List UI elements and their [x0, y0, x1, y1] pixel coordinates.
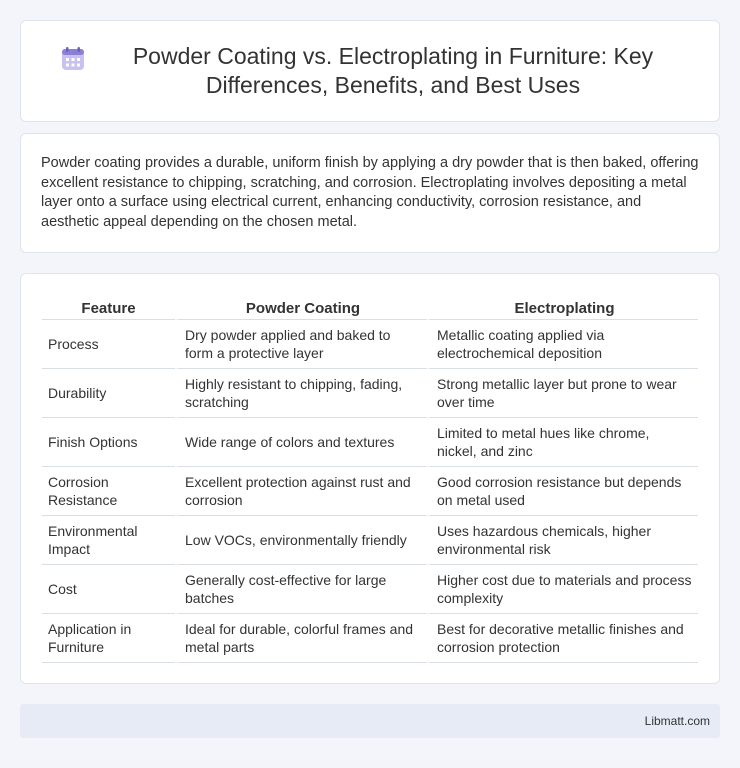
row-feature: Cost	[42, 565, 175, 614]
row-feature: Environmental Impact	[42, 516, 175, 565]
table-row	[42, 614, 698, 663]
row-feature: Application in Furniture	[42, 614, 175, 663]
calendar-icon	[60, 46, 86, 72]
row-powder-coating: Excellent protection against rust and corrosion	[175, 467, 427, 516]
row-electroplating: Best for decorative metallic finishes and corrosion protection	[427, 614, 698, 663]
summary-card	[20, 133, 720, 253]
row-powder-coating: Generally cost-effective for large batches	[175, 565, 427, 614]
page-title: Powder Coating vs. Electroplating in Furniture: Key Differences, Benefits, and Best Uses	[132, 43, 654, 98]
footer-site-link[interactable]: Libmatt.com	[644, 714, 710, 728]
row-electroplating: Good corrosion resistance but depends on metal used	[427, 467, 698, 516]
header-powder-coating: Powder Coating	[175, 296, 427, 320]
comparison-table-card	[20, 273, 720, 684]
header-electroplating: Electroplating	[427, 296, 698, 320]
table-row	[42, 320, 698, 369]
row-powder-coating: Ideal for durable, colorful frames and metal parts	[175, 614, 427, 663]
row-feature: Process	[42, 320, 175, 369]
row-powder-coating: Wide range of colors and textures	[175, 418, 427, 467]
row-electroplating: Limited to metal hues like chrome, nickel, and zinc	[427, 418, 698, 467]
table-row	[42, 369, 698, 418]
table-row	[42, 565, 698, 614]
row-powder-coating: Dry powder applied and baked to form a protective layer	[175, 320, 427, 369]
row-powder-coating: Highly resistant to chipping, fading, scratching	[175, 369, 427, 418]
row-feature: Corrosion Resistance	[42, 467, 175, 516]
table-row	[42, 418, 698, 467]
header-feature: Feature	[42, 296, 175, 320]
summary-text: Powder coating provides a durable, uniform finish by applying a dry powder that is then baked, offering excellent resistance to chipping, scratching, and corrosion. Electroplating involves depositing a metal layer onto a surface using electrical current, enhancing conductivity, corrosion resistance, and aesthetic appeal depending on the chosen metal.	[41, 155, 699, 230]
title-card	[20, 20, 720, 122]
table-header-row	[42, 296, 698, 320]
title-wrap	[60, 42, 680, 100]
row-electroplating: Strong metallic layer but prone to wear over time	[427, 369, 698, 418]
row-electroplating: Metallic coating applied via electrochemical deposition	[427, 320, 698, 369]
row-feature: Finish Options	[42, 418, 175, 467]
comparison-table	[42, 296, 698, 663]
table-row	[42, 516, 698, 565]
row-powder-coating: Low VOCs, environmentally friendly	[175, 516, 427, 565]
row-electroplating: Higher cost due to materials and process complexity	[427, 565, 698, 614]
row-feature: Durability	[42, 369, 175, 418]
row-electroplating: Uses hazardous chemicals, higher environmental risk	[427, 516, 698, 565]
table-row	[42, 467, 698, 516]
footer	[20, 704, 720, 738]
